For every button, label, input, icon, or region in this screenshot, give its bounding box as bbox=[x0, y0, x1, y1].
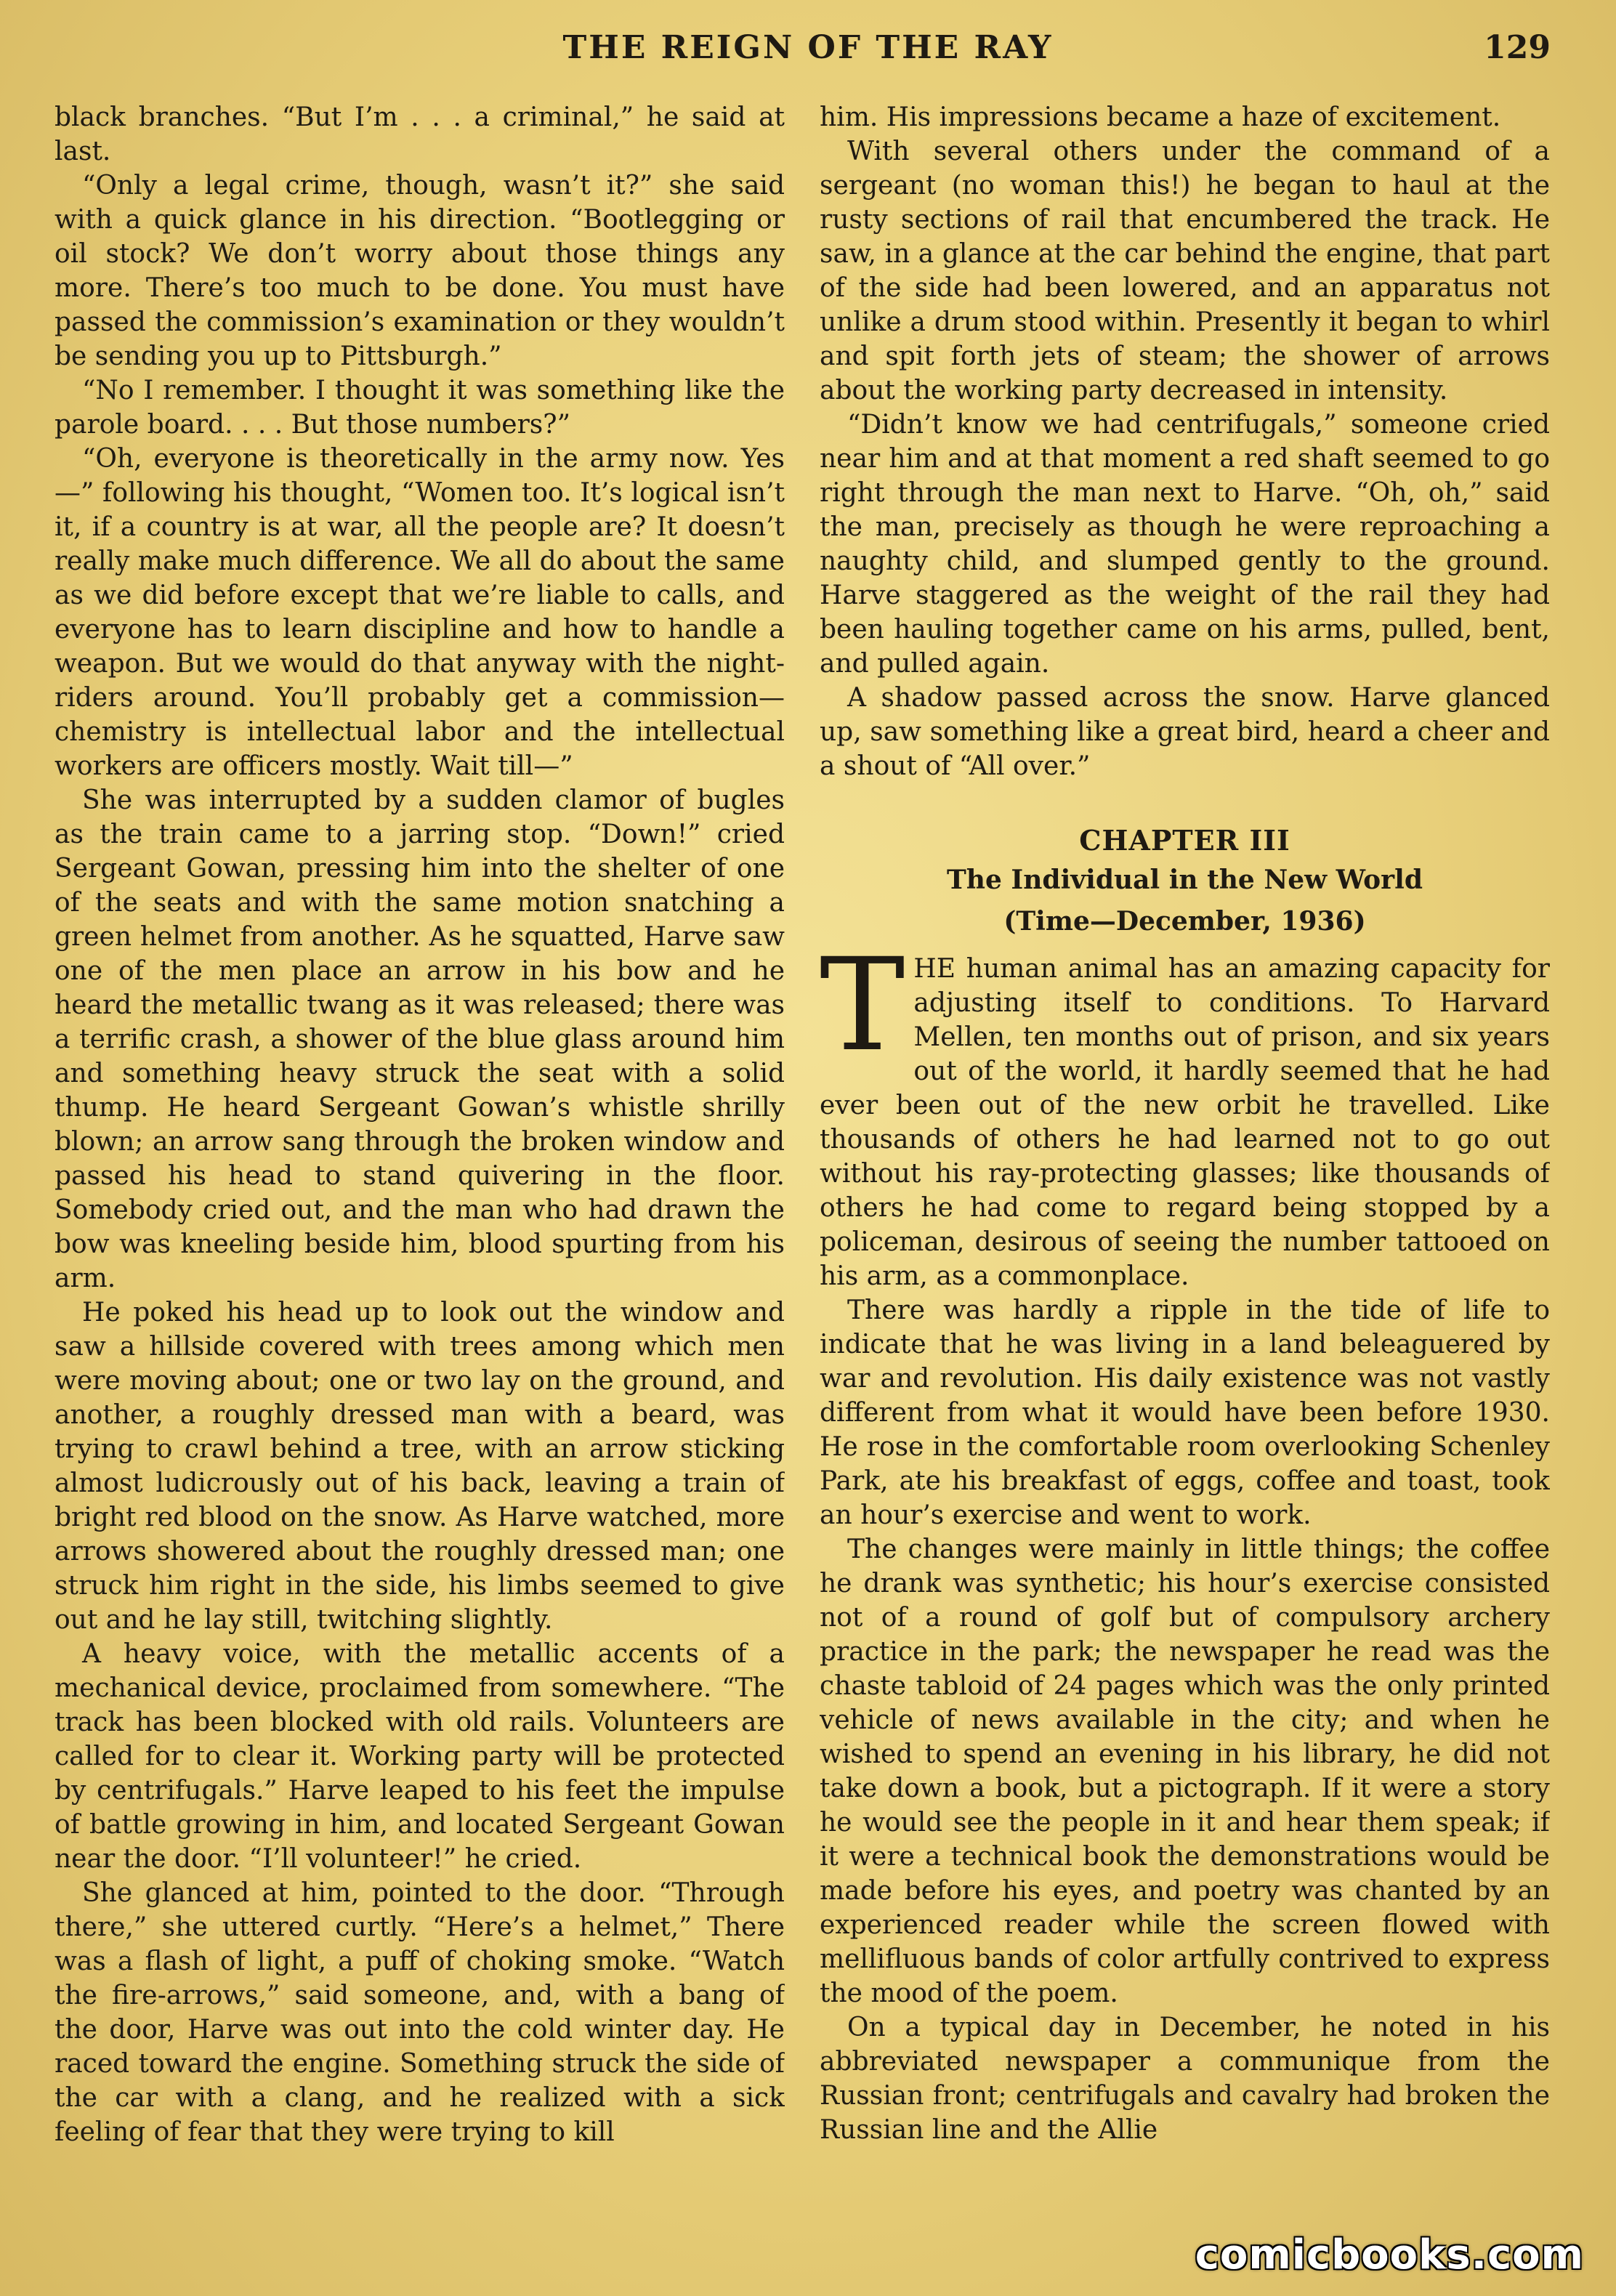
page-number: 129 bbox=[1484, 29, 1551, 66]
right-column bbox=[820, 100, 1550, 2265]
paragraph: There was hardly a ripple in the tide of life to indicate that he was living in a land beleaguered by war and revolution. His daily existence was not vastly different from what it would have been before 1930. He rose in the comfortable room overlooking Schenley Park, ate his breakfast of eggs, coffee and toast, took an hour’s exercise and went to work. bbox=[820, 1295, 1550, 1530]
paragraph: A shadow passed across the snow. Harve glanced up, saw something like a great bird, heard a cheer and a shout of “All over.” bbox=[820, 683, 1550, 781]
chapter-opening-paragraph bbox=[820, 931, 1550, 1293]
running-title: THE REIGN OF THE RAY bbox=[562, 29, 1054, 66]
chapter-title: The Individual in the New World bbox=[946, 865, 1423, 895]
paragraph: him. His impressions became a haze of excitement. bbox=[820, 102, 1501, 132]
chapter-time: (Time—December, 1936) bbox=[1003, 906, 1366, 937]
paragraph: black branches. “But I’m . . . a criminal,” he said at last. bbox=[54, 102, 785, 166]
paragraph: “Only a legal crime, though, wasn’t it?” she said with a quick glance in his direction. “Bootlegging or oil stock? We don’t worry about those things any more. There’s too much to be done. You must have passed the commission’s examination or they wouldn’t be sending you up to Pittsburgh.” bbox=[54, 171, 785, 371]
paragraph: A heavy voice, with the metallic accents of a mechanical device, proclaimed from somewhere. “The track has been blocked with old rails. Volunteers are called for to clear it. Working party will be protected by centrifugals.” Harve leaped to his feet the impulse of battle growing in him, and located Sergeant Gowan near the door. “I’ll volunteer!” he cried. bbox=[54, 1639, 785, 1874]
page-header bbox=[0, 29, 1616, 73]
paragraph: On a typical day in December, he noted in his abbreviated newspaper a communique from the Russian front; centrifugals and cavalry had broken the Russian line and the Allie bbox=[820, 2013, 1550, 2145]
chapter-heading-block bbox=[820, 821, 1550, 943]
paragraph: She glanced at him, pointed to the door. “Through there,” she uttered curtly. “Here’s a helmet,” There was a flash of light, a puff of choking smoke. “Watch the fire-arrows,” said someone, and, with a bang of the door, Harve was out into the cold winter day. He raced toward the engine. Something struck the side of the car with a clang, and he realized with a sick feeling of fear that they were trying to kill bbox=[54, 1878, 785, 2147]
opening-text: HE human animal has an amazing capacity for adjusting itself to conditions. To Harvard Mellen, ten months out of prison, and six years out of the world, it hardly seemed that he had ever been out of the new orbit he travelled. Like thousands of others he had learned not to go out without his ray-protecting glasses; like thousands of others he had come to regard being stopped by a policeman, desirous of seeing the number tattooed on his arm, as a commonplace. bbox=[820, 954, 1550, 1291]
paragraph: He poked his head up to look out the window and saw a hillside covered with trees among which men were moving about; one or two lay on the ground, and another, a roughly dressed man with a beard, was trying to crawl behind a tree, with an arrow sticking almost ludicrously out of his back, leaving a train of bright red blood on the snow. As Harve watched, more arrows showered about the roughly dressed man; one struck him right in the side, his limbs seemed to give out and he lay still, twitching slightly. bbox=[54, 1298, 785, 1635]
paragraph: The changes were mainly in little things; the coffee he drank was synthetic; his hour’s exercise consisted not of a round of golf but of compulsory archery practice in the park; the newspaper he read was the chaste tabloid of 24 pages which was the only printed vehicle of news available in the city; and when he wished to spend an evening in his library, he did not take down a book, but a pictograph. If it were a story he would see the people in it and hear them speak; if it were a technical book the demonstrations would be made before his eyes, and poetry was chanted by an experienced reader while the screen flowed with mellifluous bands of color artfully contrived to express the mood of the poem. bbox=[820, 1535, 1550, 2008]
paragraph: She was interrupted by a sudden clamor of bugles as the train came to a jarring stop. “Down!” cried Sergeant Gowan, pressing him into the shelter of one of the seats and with the same motion snatching a green helmet from another. As he squatted, Harve saw one of the men place an arrow in his bow and he heard the metallic twang as it was released; there was a terrific crash, a shower of the blue glass around him and something heavy struck the seat with a solid thump. He heard Sergeant Gowan’s whistle shrilly blown; an arrow sang through the broken window and passed his head to stand quivering in the floor. Somebody cried out, and the man who had drawn the bow was kneeling beside him, blood spurting from his arm. bbox=[54, 785, 785, 1293]
site-watermark: comicbooks.com bbox=[1195, 2231, 1584, 2279]
paragraph: “Didn’t know we had centrifugals,” someone cried near him and at that moment a red shaft seemed to go right through the man next to Harve. “Oh, oh,” said the man, precisely as though he were reproaching a naughty child, and slumped gently to the ground. Harve staggered as the weight of the rail they had been hauling together came on his arms, pulled, bent, and pulled again. bbox=[820, 410, 1550, 679]
paragraph: “No I remember. I thought it was something like the parole board. . . . But those numbers?” bbox=[54, 376, 785, 440]
paragraph: “Oh, everyone is theoretically in the army now. Yes—” following his thought, “Women too. It’s logical isn’t it, if a country is at war, all the people are? It doesn’t really make much difference. We all do about the same as we did before except that we’re liable to calls, and everyone has to learn discipline and how to handle a weapon. But we would do that anyway with the night-riders around. You’ll probably get a commission—chemistry is intellectual labor and the intellectual workers are officers mostly. Wait till—” bbox=[54, 444, 785, 781]
paragraph: With several others under the command of a sergeant (no woman this!) he began to haul at the rusty sections of rail that encumbered the track. He saw, in a glance at the car behind the engine, that part of the side had been lowered, and an apparatus not unlike a drum stood within. Presently it began to whirl and spit forth jets of steam; the shower of arrows about the working party decreased in intensity. bbox=[820, 137, 1550, 405]
drop-cap: T bbox=[820, 931, 905, 1080]
left-column bbox=[54, 100, 785, 2265]
chapter-number: CHAPTER III bbox=[1079, 824, 1290, 857]
